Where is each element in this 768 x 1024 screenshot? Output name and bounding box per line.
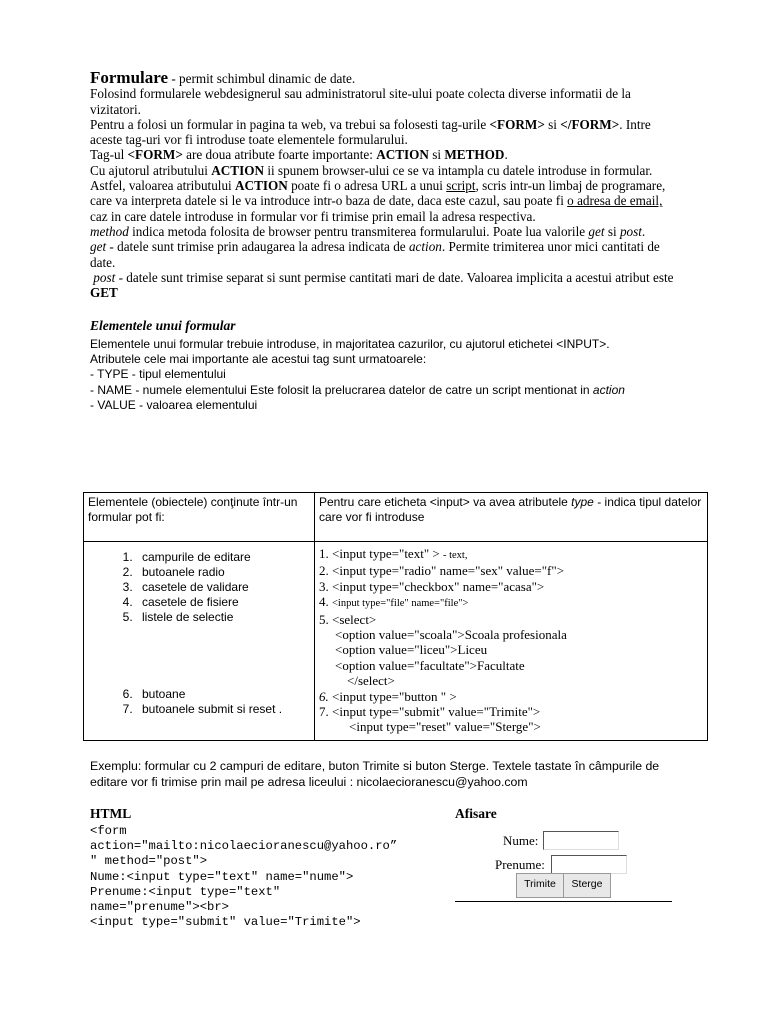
prenume-row [495,857,545,872]
form-preview [455,824,672,902]
intro-paragraph-3: Tag-ul <FORM> are doua atribute foarte importante: ACTION si METHOD. [90,147,508,163]
nume-input[interactable] [543,831,619,850]
nume-row [503,833,538,848]
elements-paragraph-2: Atributele cele mai importante ale acestui tag sunt urmatoarele: [90,352,427,367]
intro-paragraph-4: Cu ajutorul atributului ACTION ii spunem browser-ului ce se va intampla cu datele introduse in formular. [90,162,653,178]
nume-label: Nume: [503,833,539,848]
table-header-right: Pentru care eticheta <input> va avea atributele type - indica tipul datelor care vor fi introduse [315,493,708,542]
intro-title-line: Formulare - permit schimbul dinamic de date. [90,68,356,87]
intro-paragraph-6: method indica metoda folosita de browser pentru transmiterea formularului. Poate lua valorile get si post. [90,223,646,239]
list-item: 1. campurile de editare [136,550,310,565]
trimite-button[interactable]: Trimite [516,873,564,898]
code-line: <option value="facultate">Facultate [335,657,525,673]
page-title: Formulare [90,68,169,87]
code-line: 5. <select> [319,611,377,627]
attr-value: - VALUE - valoarea elementului [90,397,258,412]
list-item: 3. casetele de validare [136,580,310,595]
element-type-list-2 [88,687,310,717]
example-paragraph: Exemplu: formular cu 2 campuri de editare, buton Trimite si buton Sterge. Textele tastate în câmpurile de editare vor fi trimise prin mail pe adresa liceului : nicolaecioranescu@yahoo.com [90,759,660,789]
list-item: 5. listele de selectie [136,610,310,625]
table-right-cell [315,542,708,741]
code-line: 3. <input type="checkbox" name="acasa"> [319,578,545,594]
prenume-input[interactable] [551,855,627,874]
element-type-list [88,550,310,625]
list-item: 4. casetele de fisiere [136,595,310,610]
intro-paragraph-1: Folosind formularele webdesignerul sau administratorul site-ului poate colecta diverse informatii de la vizitatori. [90,86,631,117]
prenume-label: Prenume: [495,857,545,872]
code-line: 1. <input type="text" > - text, [319,546,468,561]
display-heading: Afisare [455,806,497,821]
list-item: 2. butoanele radio [136,565,310,580]
table-left-cell [84,542,315,741]
intro-paragraph-8: post - datele sunt trimise separat si sunt permise cantitati mari de date. Valoarea implicita a acestui atribut este GET [90,269,674,301]
script-link[interactable]: script [446,178,476,194]
html-heading: HTML [90,806,132,821]
intro-paragraph-5: Astfel, valoarea atributului ACTION poate fi o adresa URL a unui script, scris intr-un limbaj de programare, care va interpreta datele si le va introduce intr-o baza de date, daca este cazul, sau poate fi o adresa de email, caz in care datele introduse in formular vor fi trimise prin email la adresa respectiva. [90,178,666,224]
elements-paragraph-1: Elementele unui formular trebuie introduse, in majoritatea cazurilor, cu ajutorul etichetei <INPUT>. [90,336,610,351]
code-line: 4. <input type="file" name="file"> [319,594,469,610]
code-line: </select> [347,673,395,689]
html-code-block: <form action="mailto:nicolaecioranescu@yahoo.ro” " method="post"> Nume:<input type="text" name="nume"> Prenume:<input type="text" name="prenume"><br> <input type="submit" value="Trimite"> [90,824,398,930]
list-item: 6. butoane [136,687,310,702]
document-body [90,70,680,413]
attr-name: - NAME - numele elementului Este folosit la prelucrarea datelor de catre un script mentionat in action [90,382,625,397]
sterge-button[interactable]: Sterge [563,873,611,898]
attr-type: - TYPE - tipul elementului [90,367,226,382]
code-line: 2. <input type="radio" name="sex" value="f"> [319,563,565,579]
list-item: 7. butoanele submit si reset . [136,702,310,717]
section-heading: Elementele unui formular [90,318,236,334]
code-line: <input type="reset" value="Sterge"> [349,719,541,735]
intro-paragraph-2: Pentru a folosi un formular in pagina ta web, va trebui sa folosesti tag-urile <FORM> si </FORM>. Intre aceste tag-uri vor fi introduse toate elementele formularului. [90,116,651,148]
code-line: <option value="scoala">Scoala profesionala [335,627,567,643]
elements-table [83,492,708,741]
code-line: 7. <input type="submit" value="Trimite"> [319,704,541,720]
code-line: <option value="liceu">Liceu [335,642,488,658]
email-link[interactable]: o adresa de email, [567,193,663,209]
code-line: 6. <input type="button " > [319,688,457,704]
intro-paragraph-7: get - datele sunt trimise prin adaugarea la adresa indicata de action. Permite trimiterea unor mici cantitati de date. [90,239,660,270]
table-header-left: Elementele (obiectele) conţinute într-un formular pot fi: [84,493,315,542]
